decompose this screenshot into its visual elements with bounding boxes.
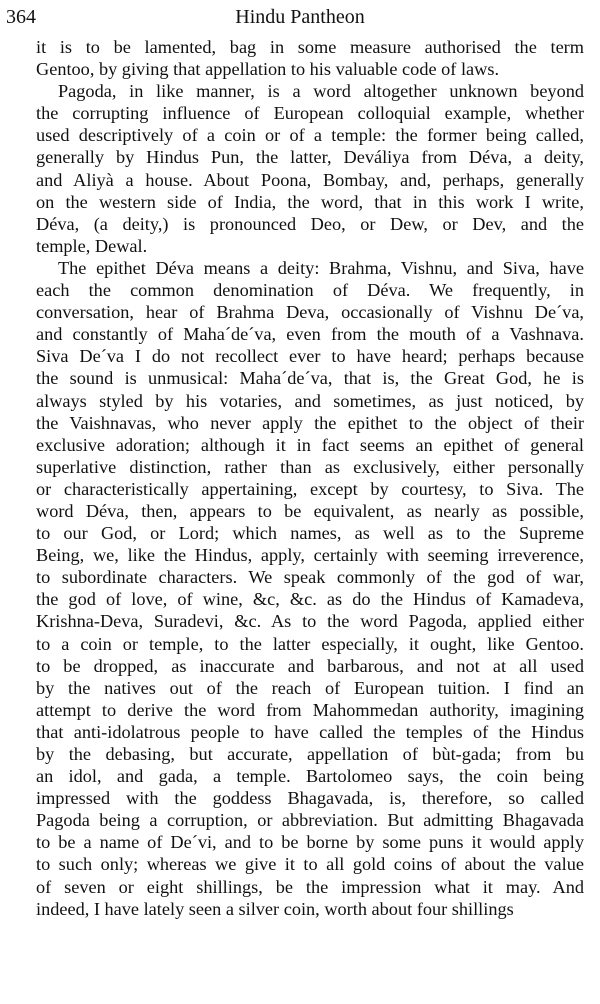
text-line: to a coin or temple, to the latter especially, it ought, like Gentoo.	[36, 633, 584, 654]
text-line: the sound is unmusical: Maha´de´va, that is, the Great God, he is	[36, 368, 584, 389]
text-line: the Vaishnavas, who never apply the epithet to the object of their	[36, 412, 584, 433]
text-line: to be a name of De´vi, and to be borne by some puns it would apply	[36, 832, 584, 853]
text-line: to be dropped, as inaccurate and barbarous, and not at all used	[36, 655, 584, 676]
text-line: impressed with the goddess Bhagavada, is, therefore, so called	[36, 788, 584, 809]
text-line: attempt to derive the word from Mahommedan authority, imagining	[36, 699, 584, 720]
book-title: Hindu Pantheon	[235, 6, 365, 28]
text-line: exclusive adoration; although it in fact seems an epithet of general	[36, 434, 584, 455]
text-line: Pagoda being a corruption, or abbreviation. But admitting Bhagavada	[36, 810, 584, 831]
text-line: to such only; whereas we give it to all gold coins of about the value	[36, 854, 584, 875]
text-line: to our God, or Lord; which names, as well as to the Supreme	[36, 523, 584, 544]
text-line: or characteristically appertaining, except by courtesy, to Siva. The	[36, 478, 584, 499]
paragraph	[36, 36, 584, 80]
text-line: superlative distinction, rather than as exclusively, either personally	[36, 456, 584, 477]
body-text	[36, 36, 584, 920]
text-line: Siva De´va I do not recollect ever to have heard; perhaps because	[36, 346, 584, 367]
text-line: and Aliyà a house. About Poona, Bombay, and, perhaps, generally	[36, 169, 584, 190]
text-line: on the western side of India, the word, that in this work I write,	[36, 191, 584, 212]
text-line: Déva, (a deity,) is pronounced Deo, or Dew, or Dev, and the	[36, 213, 584, 234]
text-line: Krishna-Deva, Suradevi, &c. As to the word Pagoda, applied either	[36, 611, 584, 632]
text-line: word Déva, then, appears to be equivalent, as nearly as possible,	[36, 500, 584, 521]
text-line: conversation, hear of Brahma Deva, occasionally of Vishnu De´va,	[36, 302, 584, 323]
text-line: it is to be lamented, bag in some measure authorised the term	[36, 37, 584, 57]
text-line: and constantly of Maha´de´va, even from the mouth of a Vashnava.	[36, 324, 584, 345]
text-line: an idol, and gada, a temple. Bartolomeo says, the coin being	[36, 766, 584, 787]
text-line: Gentoo, by giving that appellation to his valuable code of laws.	[36, 59, 500, 80]
text-line: each the common denomination of Déva. We frequently, in	[36, 280, 584, 301]
text-line: used descriptively of a coin or of a temple: the former being called,	[36, 125, 584, 146]
text-line: temple, Dewal.	[36, 235, 148, 256]
text-line: The epithet Déva means a deity: Brahma, Vishnu, and Siva, have	[58, 257, 584, 278]
paragraph	[36, 257, 584, 920]
text-line: of seven or eight shillings, be the impression what it may. And	[36, 876, 584, 897]
text-line: indeed, I have lately seen a silver coin, worth about four shillings	[36, 898, 514, 919]
text-line: generally by Hindus Pun, the latter, Deváliya from Déva, a deity,	[36, 147, 584, 168]
text-line: by the debasing, but accurate, appellation of bùt-gada; from bu	[36, 744, 584, 764]
text-line: Being, we, like the Hindus, apply, certainly with seeming irreverence,	[36, 545, 584, 566]
text-line: that anti-idolatrous people to have called the temples of the Hindus	[36, 721, 584, 742]
running-head	[6, 2, 594, 32]
paragraph	[36, 80, 584, 257]
text-line: the corrupting influence of European colloquial example, whether	[36, 103, 584, 124]
text-line: the god of love, of wine, &c, &c. as do the Hindus of Kamadeva,	[36, 589, 584, 610]
text-line: to subordinate characters. We speak commonly of the god of war,	[36, 567, 584, 588]
text-line: by the natives out of the reach of European tuition. I find an	[36, 677, 584, 698]
text-line: Pagoda, in like manner, is a word altogether unknown beyond	[58, 81, 584, 102]
text-line: always styled by his votaries, and sometimes, as just noticed, by	[36, 390, 584, 411]
page-number: 364	[6, 6, 36, 28]
